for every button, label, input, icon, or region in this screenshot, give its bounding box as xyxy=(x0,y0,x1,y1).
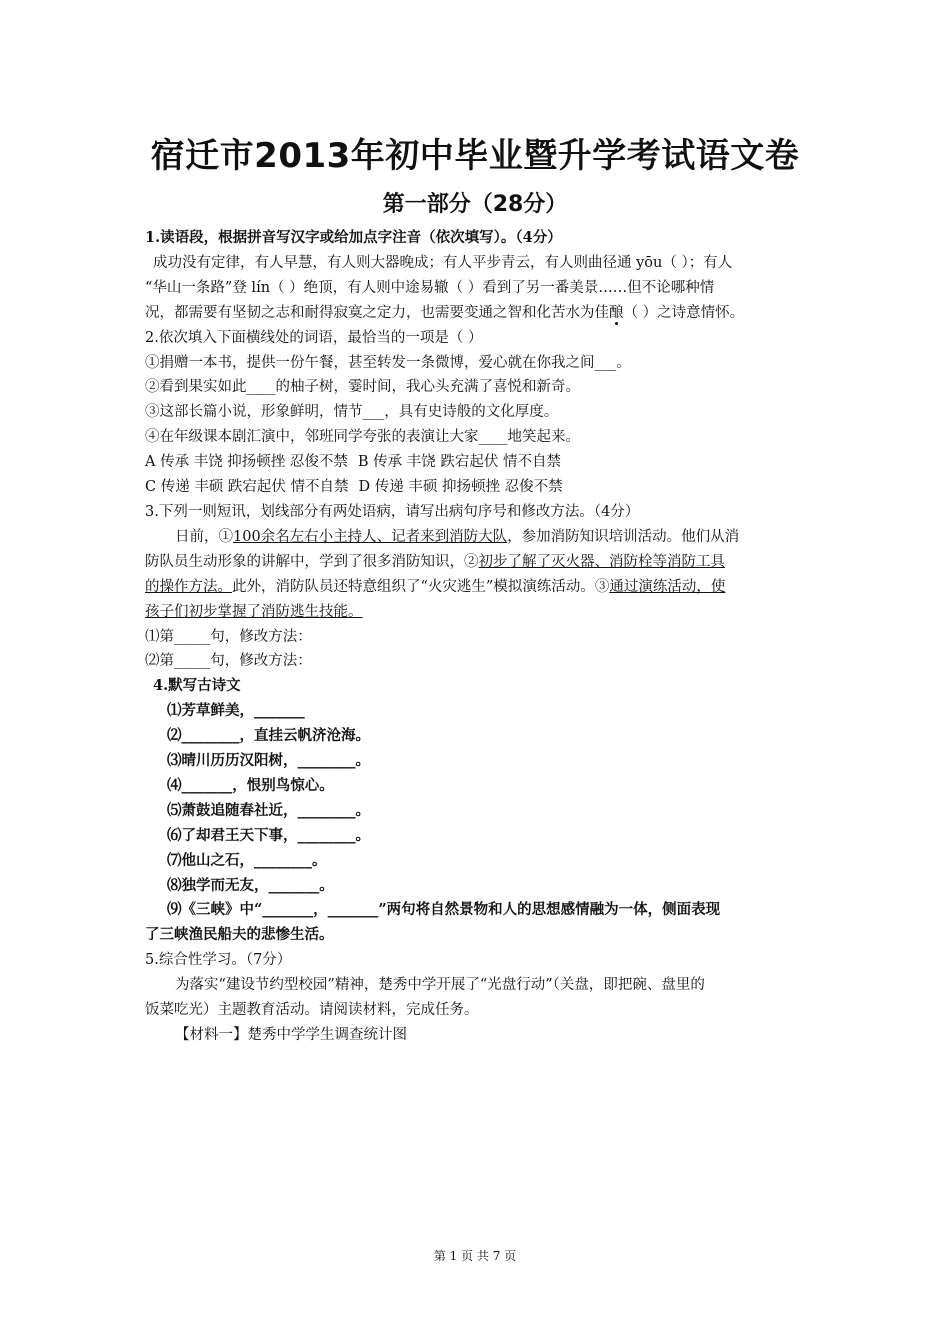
underlined-sentence: 的操作方法。 xyxy=(145,578,232,595)
poem-item-continuation: 了三峡渔民船夫的悲惨生活。 xyxy=(145,926,334,944)
q3-text: 此外，消防队员还特意组织了“火灾逃生”模拟演练活动。③ xyxy=(232,578,610,595)
option-d: D 传递 丰硕 抑扬顿挫 忍俊不禁 xyxy=(358,479,563,496)
q2-options-row xyxy=(145,475,815,500)
q1-passage-text: 况，都需要有坚韧之志和耐得寂寞之定力，也需要变通之智和化苦水为佳 xyxy=(145,304,609,321)
q3-answer-line: ⑵第_____句，修改方法： xyxy=(145,653,312,670)
q1-passage-text: （ ）之诗意情怀。 xyxy=(623,304,745,321)
poem-item: ⑶晴川历历汉阳树，________。 xyxy=(167,752,370,770)
poem-item: ⑺他山之石，________。 xyxy=(167,851,327,869)
underlined-sentence: 通过演练活动，使 xyxy=(609,578,726,595)
q4-heading: 4.默写古诗文 xyxy=(153,677,241,695)
exam-content xyxy=(145,226,815,1048)
q1-heading: 1.读语段，根据拼音写汉字或给加点字注音（依次填写）。（4分） xyxy=(145,229,562,246)
q3-text-line xyxy=(145,550,815,575)
dotted-character: 酿 xyxy=(609,304,624,321)
q1-passage-line: “华山一条路”登 lín（ ）绝顶，有人则中途易辙（ ）看到了另一番美景……但不论哪种情 xyxy=(145,279,715,296)
q3-text-line xyxy=(145,575,815,600)
q2-sentence: ①捐赠一本书，提供一份午餐，甚至转发一条微博，爱心就在你我之间___。 xyxy=(145,354,631,371)
page-footer: 第 1 页 共 7 页 xyxy=(433,1249,517,1263)
q2-heading: 2.依次填入下面横线处的词语，最恰当的一项是（ ） xyxy=(145,329,483,346)
underlined-sentence: 孩子们初步掌握了消防逃生技能。 xyxy=(145,603,363,620)
poem-item: ⑸萧鼓追随春社近，________。 xyxy=(167,801,370,819)
poem-item: ⑷_______，恨别鸟惊心。 xyxy=(167,776,334,794)
q3-text: 日前，① xyxy=(175,528,233,545)
q1-passage-line xyxy=(145,301,815,326)
q4-poem-list xyxy=(145,699,815,923)
poem-item: ⑵________，直挂云帆济沧海。 xyxy=(167,727,370,745)
exam-title: 宿迁市2013年初中毕业暨升学考试语文卷 xyxy=(150,136,800,176)
q3-text-line xyxy=(145,525,815,550)
underlined-sentence: 100余名左右小主持人、记者来到消防大队 xyxy=(233,528,508,545)
q5-paragraph-line: 饭菜吃光）主题教育活动。请阅读材料，完成任务。 xyxy=(145,1002,479,1019)
q5-paragraph-line: 为落实“建设节约型校园”精神，楚秀中学开展了“光盘行动”（关盘，即把碗、盘里的 xyxy=(175,977,705,994)
poem-item: ⑻独学而无友，_______。 xyxy=(167,876,334,894)
material-label: 【材料一】楚秀中学学生调查统计图 xyxy=(175,1027,407,1043)
q3-text: ，参加消防知识培训活动。他们从消 xyxy=(507,528,740,545)
q2-sentence: ②看到果实如此____的柚子树，霎时间，我心头充满了喜悦和新奇。 xyxy=(145,379,580,396)
q2-options-row xyxy=(145,450,815,475)
option-a: A 传承 丰饶 抑扬顿挫 忍俊不禁 xyxy=(145,454,348,471)
q3-text-line xyxy=(145,600,815,625)
q3-answer-line: ⑴第_____句，修改方法： xyxy=(145,628,312,645)
q2-sentence: ④在年级课本剧汇演中，邻班同学夸张的表演让大家____地笑起来。 xyxy=(145,429,580,446)
poem-item: ⑴芳草鲜美，_______ xyxy=(167,702,305,720)
option-b: B 传承 丰饶 跌宕起伏 情不自禁 xyxy=(357,454,562,471)
poem-item: ⑹了却君王天下事，________。 xyxy=(167,826,370,844)
q1-passage-line: 成功没有定律，有人早慧，有人则大器晚成；有人平步青云，有人则曲径通 yōu（ ）；有人 xyxy=(153,254,733,271)
q5-heading: 5.综合性学习。（7分） xyxy=(145,952,292,969)
poem-item: ⑼《三峡》中“_______，_______”两句将自然景物和人的思想感情融为一体，侧面表现 xyxy=(167,901,721,919)
section-title: 第一部分（28分） xyxy=(382,192,568,217)
q3-heading: 3.下列一则短讯，划线部分有两处语病，请写出病句序号和修改方法。（4分） xyxy=(145,503,640,520)
underlined-sentence: 初步了解了灭火器、消防栓等消防工具 xyxy=(478,553,725,570)
q3-text: 防队员生动形象的讲解中，学到了很多消防知识，② xyxy=(145,553,479,570)
q2-sentence: ③这部长篇小说，形象鲜明，情节___，具有史诗般的文化厚度。 xyxy=(145,404,559,421)
option-c: C 传递 丰硕 跌宕起伏 情不自禁 xyxy=(145,479,349,496)
